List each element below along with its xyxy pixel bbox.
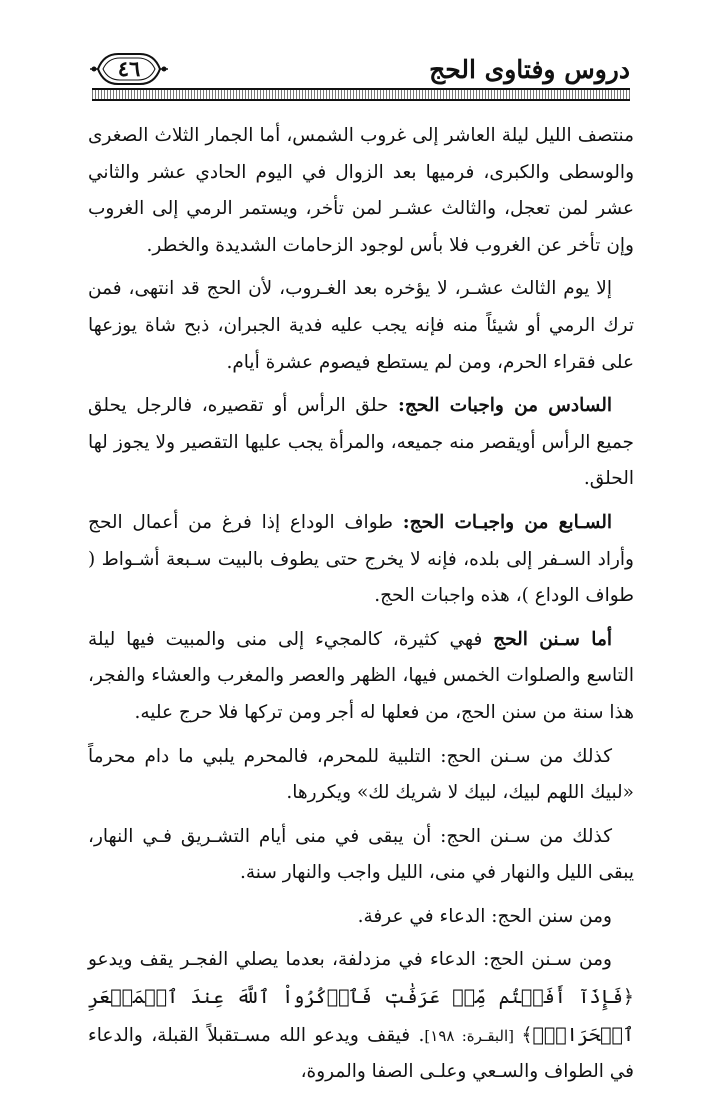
paragraph-text: طواف الوداع إذا فرغ من أعمال الحج وأراد السـفر إلى بلده، فإنه لا يخرج حتى يطوف بالبيت سـبعة أشـواط ( طواف الوداع )، هذه واجبات الحج. — [88, 511, 634, 607]
paragraph-text: كذلك من سـنن الحج: التلبية للمحرم، فالمحرم يلبي ما دام محرماً «لبيك اللهم لبيك، لبيك لا شريك لك» ويكررها. — [88, 745, 634, 804]
paragraph-text: ومن سنن الحج: الدعاء في عرفة. — [357, 905, 612, 927]
paragraph-text: . فيقف ويدعو الله مسـتقبلاً القبلة، والدعاء في الطواف والسـعي وعلـى الصفا والمروة، — [88, 1024, 634, 1083]
paragraph-text: إلا يوم الثالث عشـر، لا يؤخره بعد الغـروب، لأن الحج قد انتهى، فمن ترك الرمي أو شيئاً منه فإنه يجب عليه فدية الجبران، ذبح شاة يوزعها على فقراء الحرم، ومن لم يستطع فيصوم عشرة أيام. — [88, 278, 634, 373]
paragraph — [88, 622, 634, 732]
paragraph — [88, 819, 634, 892]
paragraph-text: فهي كثيرة، كالمجيء إلى منى والمبيت فيها ليلة التاسع والصلوات الخمس فيها، الظهر والعصر والمغرب والعشاء والفجر، هذا سنة من سنن الحج، من فعلها له أجر ومن تركها فلا حرج عليه. — [88, 628, 634, 723]
paragraph — [88, 942, 634, 1090]
book-title: دروس وفتاوى الحج — [429, 55, 630, 84]
paragraph — [88, 118, 634, 264]
paragraph-text: منتصف الليل ليلة العاشر إلى غروب الشمس، أما الجمار الثلاث الصغرى والوسطى والكبرى، فرميها بعد الزوال في اليوم الحادي عشر والثاني عشر لمن تعجل، والثالث عشـر لمن تأخر، ويستمر الرمي إلى الغروب وإن تأخر عن الغروب فلا بأس لوجود الزحامات الشديدة والخطر. — [88, 125, 634, 256]
paragraph — [88, 271, 634, 381]
paragraph — [88, 505, 634, 615]
paragraph — [88, 899, 634, 936]
header-divider — [92, 88, 630, 101]
paragraph-text: ومن سـنن الحج: الدعاء في مزدلفة، بعدما يصلي الفجـر يقف ويدعو — [88, 949, 612, 971]
page-number-badge — [90, 48, 168, 90]
paragraph-heading: السادس من واجبات الحج: — [398, 395, 612, 417]
page-number: ٤٦ — [117, 56, 141, 81]
paragraph-text: كذلك من سـنن الحج: أن يبقى في منى أيام التشـريق فـي النهار، يبقى الليل والنهار في منى، الليل واجب والنهار سنة. — [88, 825, 634, 884]
paragraph-text: حلق الرأس أو تقصيره، فالرجل يحلق جميع الرأس أويقصر منه جميعه، والمرأة يجب عليها التقصير ولا يجوز لها الحلق. — [88, 395, 634, 490]
paragraph-heading: السـابع من واجبـات الحج: — [402, 511, 613, 533]
paragraph-heading: أما سـنن الحج — [493, 628, 612, 650]
quran-verse: ﴿فَإِذَآ أَفَضۡتُم مِّنۡ عَرَفَٰتٖ فَٱذۡكُرُواْ ٱللَّهَ عِندَ ٱلۡمَشۡعَرِ ٱلۡحَرَامِۖ﴾ — [88, 986, 635, 1046]
paragraph — [88, 739, 634, 812]
verse-reference: [البقـرة: ١٩٨] — [424, 1026, 522, 1045]
page-header — [92, 44, 630, 100]
paragraph — [88, 388, 634, 498]
page-body — [88, 118, 634, 1098]
